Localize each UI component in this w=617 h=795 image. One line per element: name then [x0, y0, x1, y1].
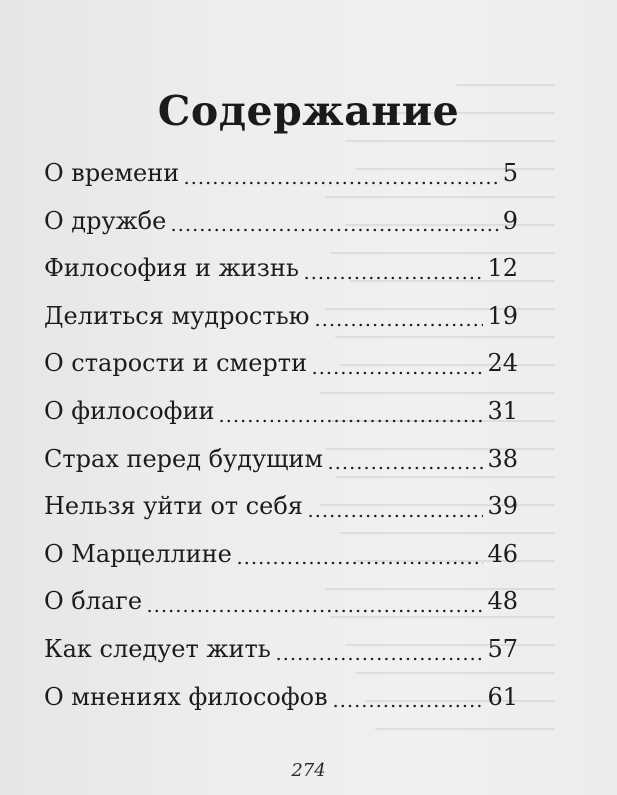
- page-number: 274: [291, 760, 326, 781]
- toc-entry-page: 48: [487, 587, 518, 616]
- toc-entry-title: О Марцеллине: [44, 539, 232, 568]
- toc-entry-page: 46: [487, 539, 518, 568]
- toc-entry-page: 19: [487, 301, 518, 330]
- toc-entry-title: О дружбе: [44, 206, 167, 235]
- dot-leader: [275, 656, 484, 662]
- dot-leader: [303, 275, 484, 281]
- toc-entry-title: Философия и жизнь: [44, 254, 299, 283]
- toc-entry-page: 61: [487, 682, 518, 711]
- toc-entry: [44, 578, 518, 626]
- toc-entry-title: О времени: [44, 159, 180, 187]
- dot-leader: [307, 513, 484, 519]
- toc-entry: [44, 531, 518, 579]
- toc-entry-title: О благе: [44, 587, 143, 616]
- toc-entry-page: 39: [487, 492, 518, 521]
- toc-entry-title: О мнениях философов: [44, 682, 328, 711]
- toc-entry: [44, 293, 518, 341]
- toc-entry-page: 5: [502, 159, 518, 187]
- toc-entry: [44, 674, 518, 722]
- toc-entry-page: 31: [487, 396, 518, 425]
- toc-entry: [44, 340, 518, 388]
- toc-entry-page: 9: [502, 206, 518, 235]
- page-title: Содержание: [157, 87, 460, 136]
- toc-entry-title: Как следует жить: [44, 634, 271, 663]
- dot-leader: [218, 418, 483, 424]
- toc-entry: [44, 388, 518, 436]
- toc-entry: [44, 483, 518, 531]
- toc-entry: [44, 626, 518, 674]
- toc-entry-title: О старости и смерти: [44, 349, 308, 378]
- dot-leader: [236, 560, 484, 566]
- toc-entry-page: 24: [487, 349, 518, 378]
- dot-leader: [332, 703, 484, 709]
- toc-entry: [44, 198, 518, 246]
- dot-leader: [170, 227, 498, 233]
- toc-entry-title: Делиться мудростью: [44, 301, 310, 330]
- toc-entry-title: О философии: [44, 396, 215, 425]
- toc-entry-title: Страх перед будущим: [44, 444, 324, 473]
- toc-entry: [44, 245, 518, 293]
- toc-entry-title: Нельзя уйти от себя: [44, 492, 303, 521]
- dot-leader: [146, 608, 483, 614]
- table-of-contents: [44, 150, 518, 721]
- toc-entry: [44, 150, 518, 198]
- dot-leader: [314, 322, 484, 328]
- dot-leader: [327, 465, 483, 471]
- dot-leader: [183, 180, 498, 186]
- toc-entry: [44, 436, 518, 484]
- toc-entry-page: 57: [487, 634, 518, 663]
- toc-entry-page: 12: [487, 254, 518, 283]
- dot-leader: [311, 370, 483, 376]
- toc-entry-page: 38: [487, 444, 518, 473]
